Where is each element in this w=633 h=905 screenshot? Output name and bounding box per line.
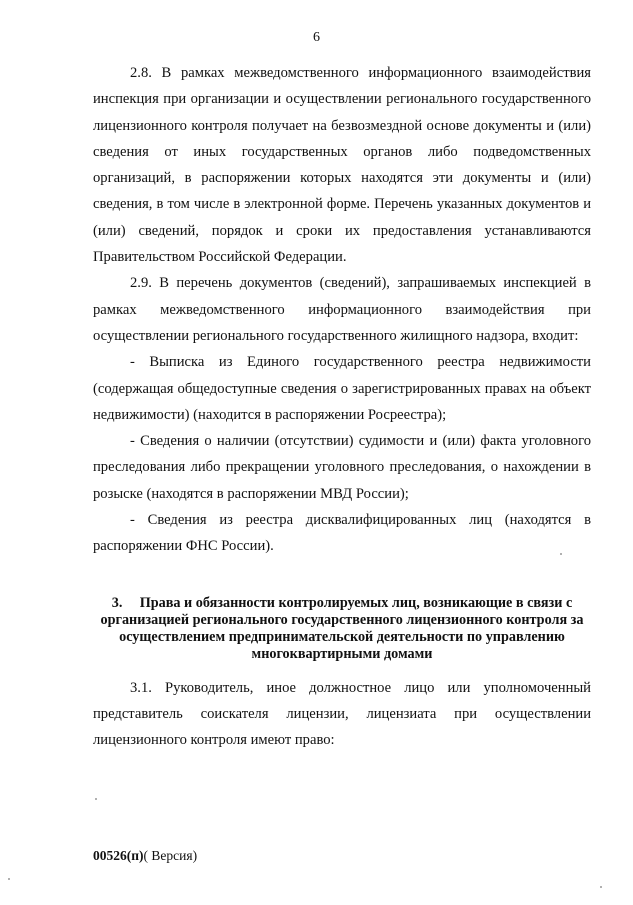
list-item-fns: - Сведения из реестра дисквалифицированных лиц (находятся в распоряжении ФНС России). [93,512,591,555]
scan-speck [600,886,602,888]
document-version: ( Версия) [143,848,198,863]
document-code: 00526(п) [93,848,144,863]
section-3-title: Права и обязанности контролируемых лиц, возникающие в связи с организацией регионального государственного лицензионного контроля за осуществлением предпринимательской деятельности по управлению многоквартирными домами [100,594,584,662]
scan-speck [8,878,10,880]
paragraph-3-1: 3.1. Руководитель, иное должностное лицо или уполномоченный представитель соискателя лицензии, лицензиата при осуществлении лицензионного контроля имеют право: [93,679,591,749]
scan-speck [95,798,97,800]
document-body [93,60,591,754]
section-3-heading [93,595,591,663]
section-3-number: 3. [111,594,123,611]
page-number: 6 [313,30,320,45]
scan-speck [560,553,562,555]
paragraph-2-8: 2.8. В рамках межведомственного информационного взаимодействия инспекция при организации и осуществлении регионального государственного лицензионного контроля получает на безвозмездной основе документы и (или) сведения от иных государственных органов либо подведомственных организаций, в распоряжении которых находятся эти документы и (или) сведения, в том числе в электронной форме. Перечень указанных документов и (или) сведений, порядок и сроки их предоставления устанавливаются Правительством Российской Федерации. [93,65,591,266]
document-footer [93,848,197,864]
list-item-mvd: - Сведения о наличии (отсутствии) судимости и (или) факта уголовного преследования либо прекращении уголовного преследования, о нахождении в розыске (находятся в распоряжении МВД России); [93,433,591,502]
paragraph-2-9: 2.9. В перечень документов (сведений), запрашиваемых инспекцией в рамках межведомственного информационного взаимодействия при осуществлении регионального государственного жилищного надзора, входит: [93,275,591,344]
list-item-egrn: - Выписка из Единого государственного реестра недвижимости (содержащая общедоступные сведения о зарегистрированных правах на объект недвижимости) (находится в распоряжении Росреестра); [93,354,591,423]
